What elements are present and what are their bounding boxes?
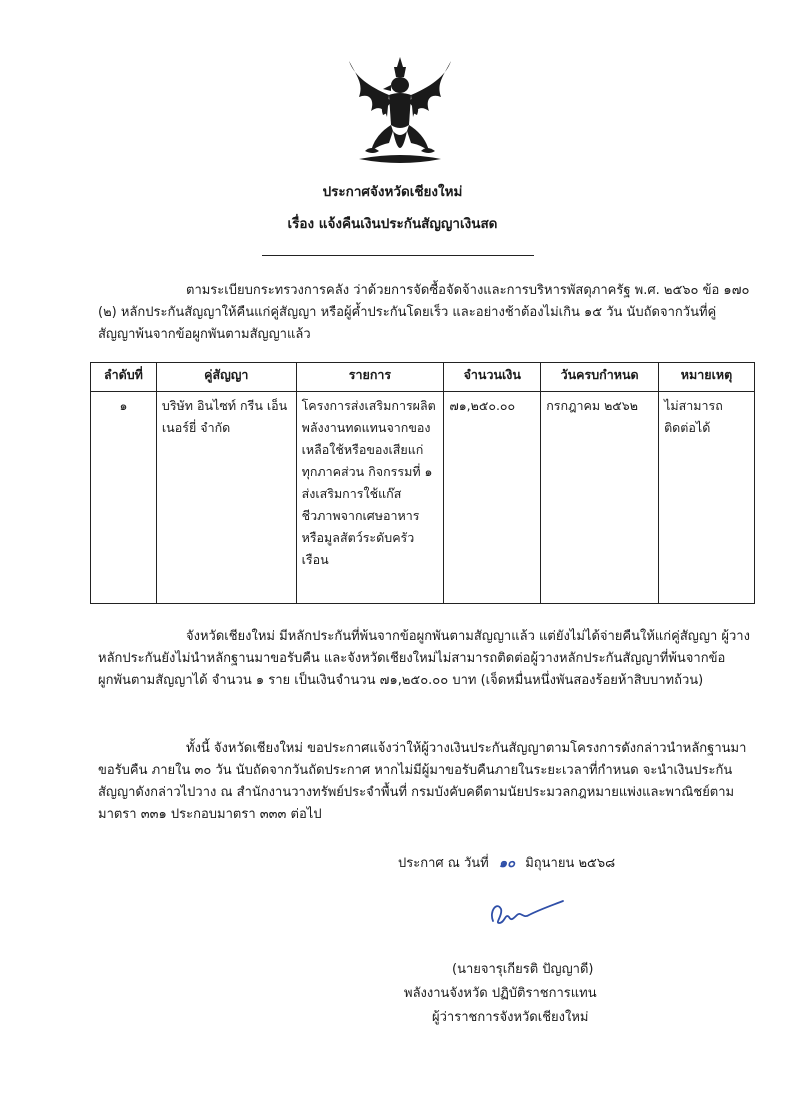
col-header-no: ลำดับที่ bbox=[91, 363, 157, 392]
document-title: ประกาศจังหวัดเชียงใหม่ bbox=[322, 184, 463, 200]
signer-position-2: ผู้ว่าราชการจังหวัดเชียงใหม่ bbox=[432, 1010, 589, 1025]
body-paragraph-3: ทั้งนี้ จังหวัดเชียงใหม่ ขอประกาศแจ้งว่าให้ผู้วางเงินประกันสัญญาตามโครงการดังกล่าวนำหลักฐานมาขอรับคืน ภายใน ๓๐ วัน นับถัดจากวันถัดประกาศ หากไม่มีผู้มาขอรับคืนภายในระยะเวลาที่กำหนด จะนำเงินประกันสัญญาดังกล่าวไปวาง ณ สำนักงานวางทรัพย์ประจำพื้นที่ กรมบังคับคดีตามนัยประมวลกฎหมายแพ่งและพาณิชย์ตามมาตรา ๓๓๑ ประกอบมาตรา ๓๓๓ ต่อไป bbox=[98, 741, 747, 822]
col-header-note: หมายเหตุ bbox=[659, 363, 755, 392]
garuda-emblem-icon bbox=[345, 55, 455, 170]
cell-no: ๑ bbox=[91, 392, 157, 604]
signer-position: พลังงานจังหวัด ปฏิบัติราชการแทน bbox=[404, 986, 597, 1001]
title-divider bbox=[262, 255, 534, 256]
signer-name: (นายจารุเกียรติ ปัญญาดี) bbox=[452, 962, 594, 977]
guarantee-table bbox=[90, 362, 755, 604]
col-header-item: รายการ bbox=[296, 363, 444, 392]
cell-party: บริษัท อินไซท์ กรีน เอ็นเนอร์ยี่ จำกัด bbox=[156, 392, 296, 604]
announce-day: ๑๐ bbox=[498, 856, 516, 871]
announce-month-year: มิถุนายน ๒๕๖๘ bbox=[525, 856, 616, 871]
body-paragraph-2: จังหวัดเชียงใหม่ มีหลักประกันที่พ้นจากข้อผูกพันตามสัญญาแล้ว แต่ยังไม่ได้จ่ายคืนให้แก่คู่สัญญา ผู้วางหลักประกันยังไม่นำหลักฐานมาขอรับคืน และจังหวัดเชียงใหม่ไม่สามารถติดต่อผู้วางหลักประกันสัญญาที่พ้นจากข้อผูกพันตามสัญญาได้ จำนวน ๑ ราย เป็นเงินจำนวน ๗๑,๒๕๐.๐๐ บาท (เจ็ดหมื่นหนึ่งพันสองร้อยห้าสิบบาทถ้วน) bbox=[98, 629, 750, 688]
table-header-row bbox=[91, 363, 755, 392]
cell-item: โครงการส่งเสริมการผลิตพลังงานทดแทนจากของเหลือใช้หรือของเสียแก่ทุกภาคส่วน กิจกรรมที่ ๑ ส่งเสริมการใช้แก๊สชีวภาพจากเศษอาหารหรือมูลสัตว์ระดับครัวเรือน bbox=[296, 392, 444, 604]
table-row bbox=[91, 392, 755, 604]
announce-date bbox=[398, 852, 615, 873]
col-header-amount: จำนวนเงิน bbox=[444, 363, 541, 392]
cell-note: ไม่สามารถติดต่อได้ bbox=[659, 392, 755, 604]
announce-prefix: ประกาศ ณ วันที่ bbox=[398, 856, 489, 871]
cell-due: กรกฎาคม ๒๕๖๒ bbox=[541, 392, 659, 604]
cell-amount: ๗๑,๒๕๐.๐๐ bbox=[444, 392, 541, 604]
document-subject: เรื่อง แจ้งคืนเงินประกันสัญญาเงินสด bbox=[287, 216, 498, 232]
col-header-party: คู่สัญญา bbox=[156, 363, 296, 392]
intro-paragraph: ตามระเบียบกระทรวงการคลัง ว่าด้วยการจัดซื้อจัดจ้างและการบริหารพัสดุภาครัฐ พ.ศ. ๒๕๖๐ ข้อ ๑๗๐ (๒) หลักประกันสัญญาให้คืนแก่คู่สัญญา หรือผู้ค้ำประกันโดยเร็ว และอย่างช้าต้องไม่เกิน ๑๕ วัน นับถัดจากวันที่คู่สัญญาพ้นจากข้อผูกพันตามสัญญาแล้ว bbox=[98, 283, 750, 342]
handwritten-signature bbox=[485, 895, 565, 931]
col-header-due: วันครบกำหนด bbox=[541, 363, 659, 392]
